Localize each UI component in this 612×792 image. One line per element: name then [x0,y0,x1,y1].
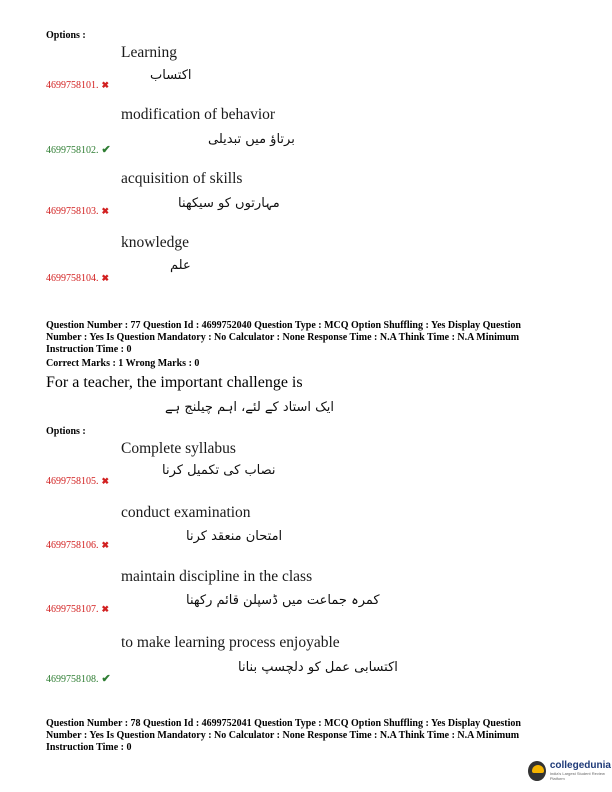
option-id: 4699758103. ✖ [46,206,110,217]
cross-icon: ✖ [101,206,110,216]
option-id: 4699758104. ✖ [46,273,110,284]
question-meta-line: Question Number : 77 Question Id : 4699752040 Question Type : MCQ Option Shuffling : Yes Display Question [46,320,521,331]
check-icon: ✔ [101,673,111,685]
option-text-ur: کمرہ جماعت میں ڈسپلن قائم رکھنا [186,593,380,608]
option-id: 4699758108. ✔ [46,673,111,685]
option-id: 4699758106. ✖ [46,540,110,551]
option-text-ur: اکتساب [150,68,192,83]
option-text-en: acquisition of skills [121,170,243,187]
option-text-ur: اکتسابی عمل کو دلچسپ بنانا [238,660,398,675]
option-id: 4699758101. ✖ [46,80,110,91]
cross-icon: ✖ [101,80,110,90]
option-text-en: Complete syllabus [121,440,236,457]
question-marks: Correct Marks : 1 Wrong Marks : 0 [46,358,200,369]
cross-icon: ✖ [101,540,110,550]
question-meta [46,320,576,356]
option-text-ur: برتاؤ میں تبدیلی [208,132,295,147]
graduation-cap-icon [528,761,546,781]
logo-name: collegedunia [549,760,611,771]
check-icon: ✔ [101,144,111,156]
options-label: Options : [46,426,86,437]
question-stem-en: For a teacher, the important challenge is [46,374,303,391]
option-text-ur: مہارتوں کو سیکھنا [178,196,280,211]
option-text-ur: علم [170,258,191,273]
option-text-ur: نصاب کی تکمیل کرنا [162,463,276,478]
option-text-en: knowledge [121,234,190,251]
cross-icon: ✖ [101,273,110,283]
question-meta-line: Instruction Time : 0 [46,742,132,753]
option-text-en: Learning [121,44,177,61]
cross-icon: ✖ [101,604,110,614]
option-id: 4699758102. ✔ [46,144,111,156]
question-meta-line: Instruction Time : 0 [46,344,132,355]
option-id: 4699758107. ✖ [46,604,110,615]
collegedunia-logo [528,760,612,781]
option-text-en: conduct examination [121,504,251,521]
option-text-en: modification of behavior [121,106,276,123]
question-meta-line: Number : Yes Is Question Mandatory : No Calculator : None Response Time : N.A Think Time : N.A Minimum [46,332,520,343]
question-meta [46,718,576,754]
question-meta-line: Number : Yes Is Question Mandatory : No Calculator : None Response Time : N.A Think Time : N.A Minimum [46,730,520,741]
options-label: Options : [46,30,86,41]
question-stem-ur: ایک استاد کے لئے، اہم چیلنج ہے [165,400,335,415]
question-meta-line: Question Number : 78 Question Id : 4699752041 Question Type : MCQ Option Shuffling : Yes Display Question [46,718,521,729]
option-text-ur: امتحان منعقد کرنا [186,529,283,544]
option-text-en: maintain discipline in the class [121,568,313,585]
option-id: 4699758105. ✖ [46,476,110,487]
cross-icon: ✖ [101,476,110,486]
option-text-en: to make learning process enjoyable [121,634,340,651]
logo-tagline: India's Largest Student Review Platform [549,771,605,781]
